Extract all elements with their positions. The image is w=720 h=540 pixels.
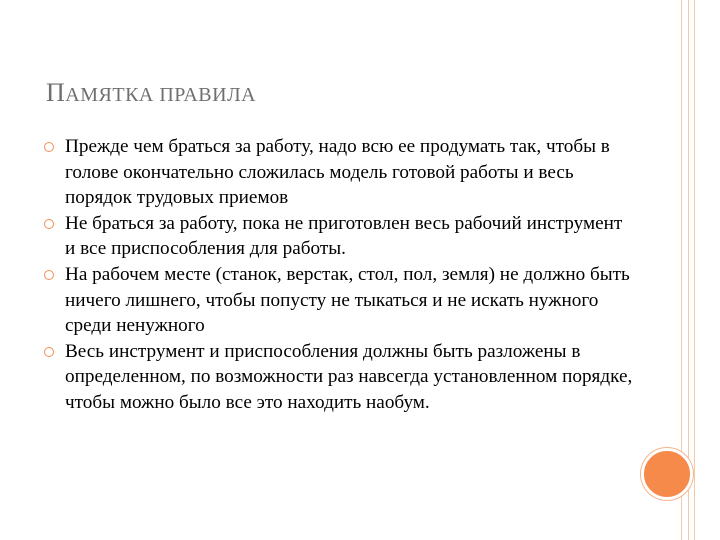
decorative-circle xyxy=(641,448,693,500)
slide-title xyxy=(46,78,256,108)
bullet-text: Весь инструмент и приспособления должны быть разложены в определенном, по возможности раз навсегда установленном порядке, чтобы можно было все это находить наобум. xyxy=(65,340,633,413)
bullet-item xyxy=(44,134,634,211)
circle-bullet-icon xyxy=(44,347,54,357)
bullet-text: Прежде чем браться за работу, надо всю ее продумать так, чтобы в голове окончательно сложилась модель готовой работы и весь порядок трудовых приемов xyxy=(65,136,610,209)
bullet-item xyxy=(44,211,634,262)
circle-bullet-icon xyxy=(44,142,54,152)
title-rest: АМЯТКА ПРАВИЛА xyxy=(65,84,257,106)
bullet-list xyxy=(44,134,634,416)
circle-bullet-icon xyxy=(44,270,54,280)
bullet-item xyxy=(44,339,634,416)
bullet-text: Не браться за работу, пока не приготовлен весь рабочий инструмент и все приспособления для работы. xyxy=(65,212,623,260)
circle-bullet-icon xyxy=(44,219,54,229)
bullet-item xyxy=(44,262,634,339)
title-first-letter: П xyxy=(46,78,66,107)
bullet-text: На рабочем месте (станок, верстак, стол, пол, земля) не должно быть ничего лишнего, чтобы попусту не тыкаться и не искать нужного среди ненужного xyxy=(65,263,630,337)
frame-line-right xyxy=(694,0,695,540)
